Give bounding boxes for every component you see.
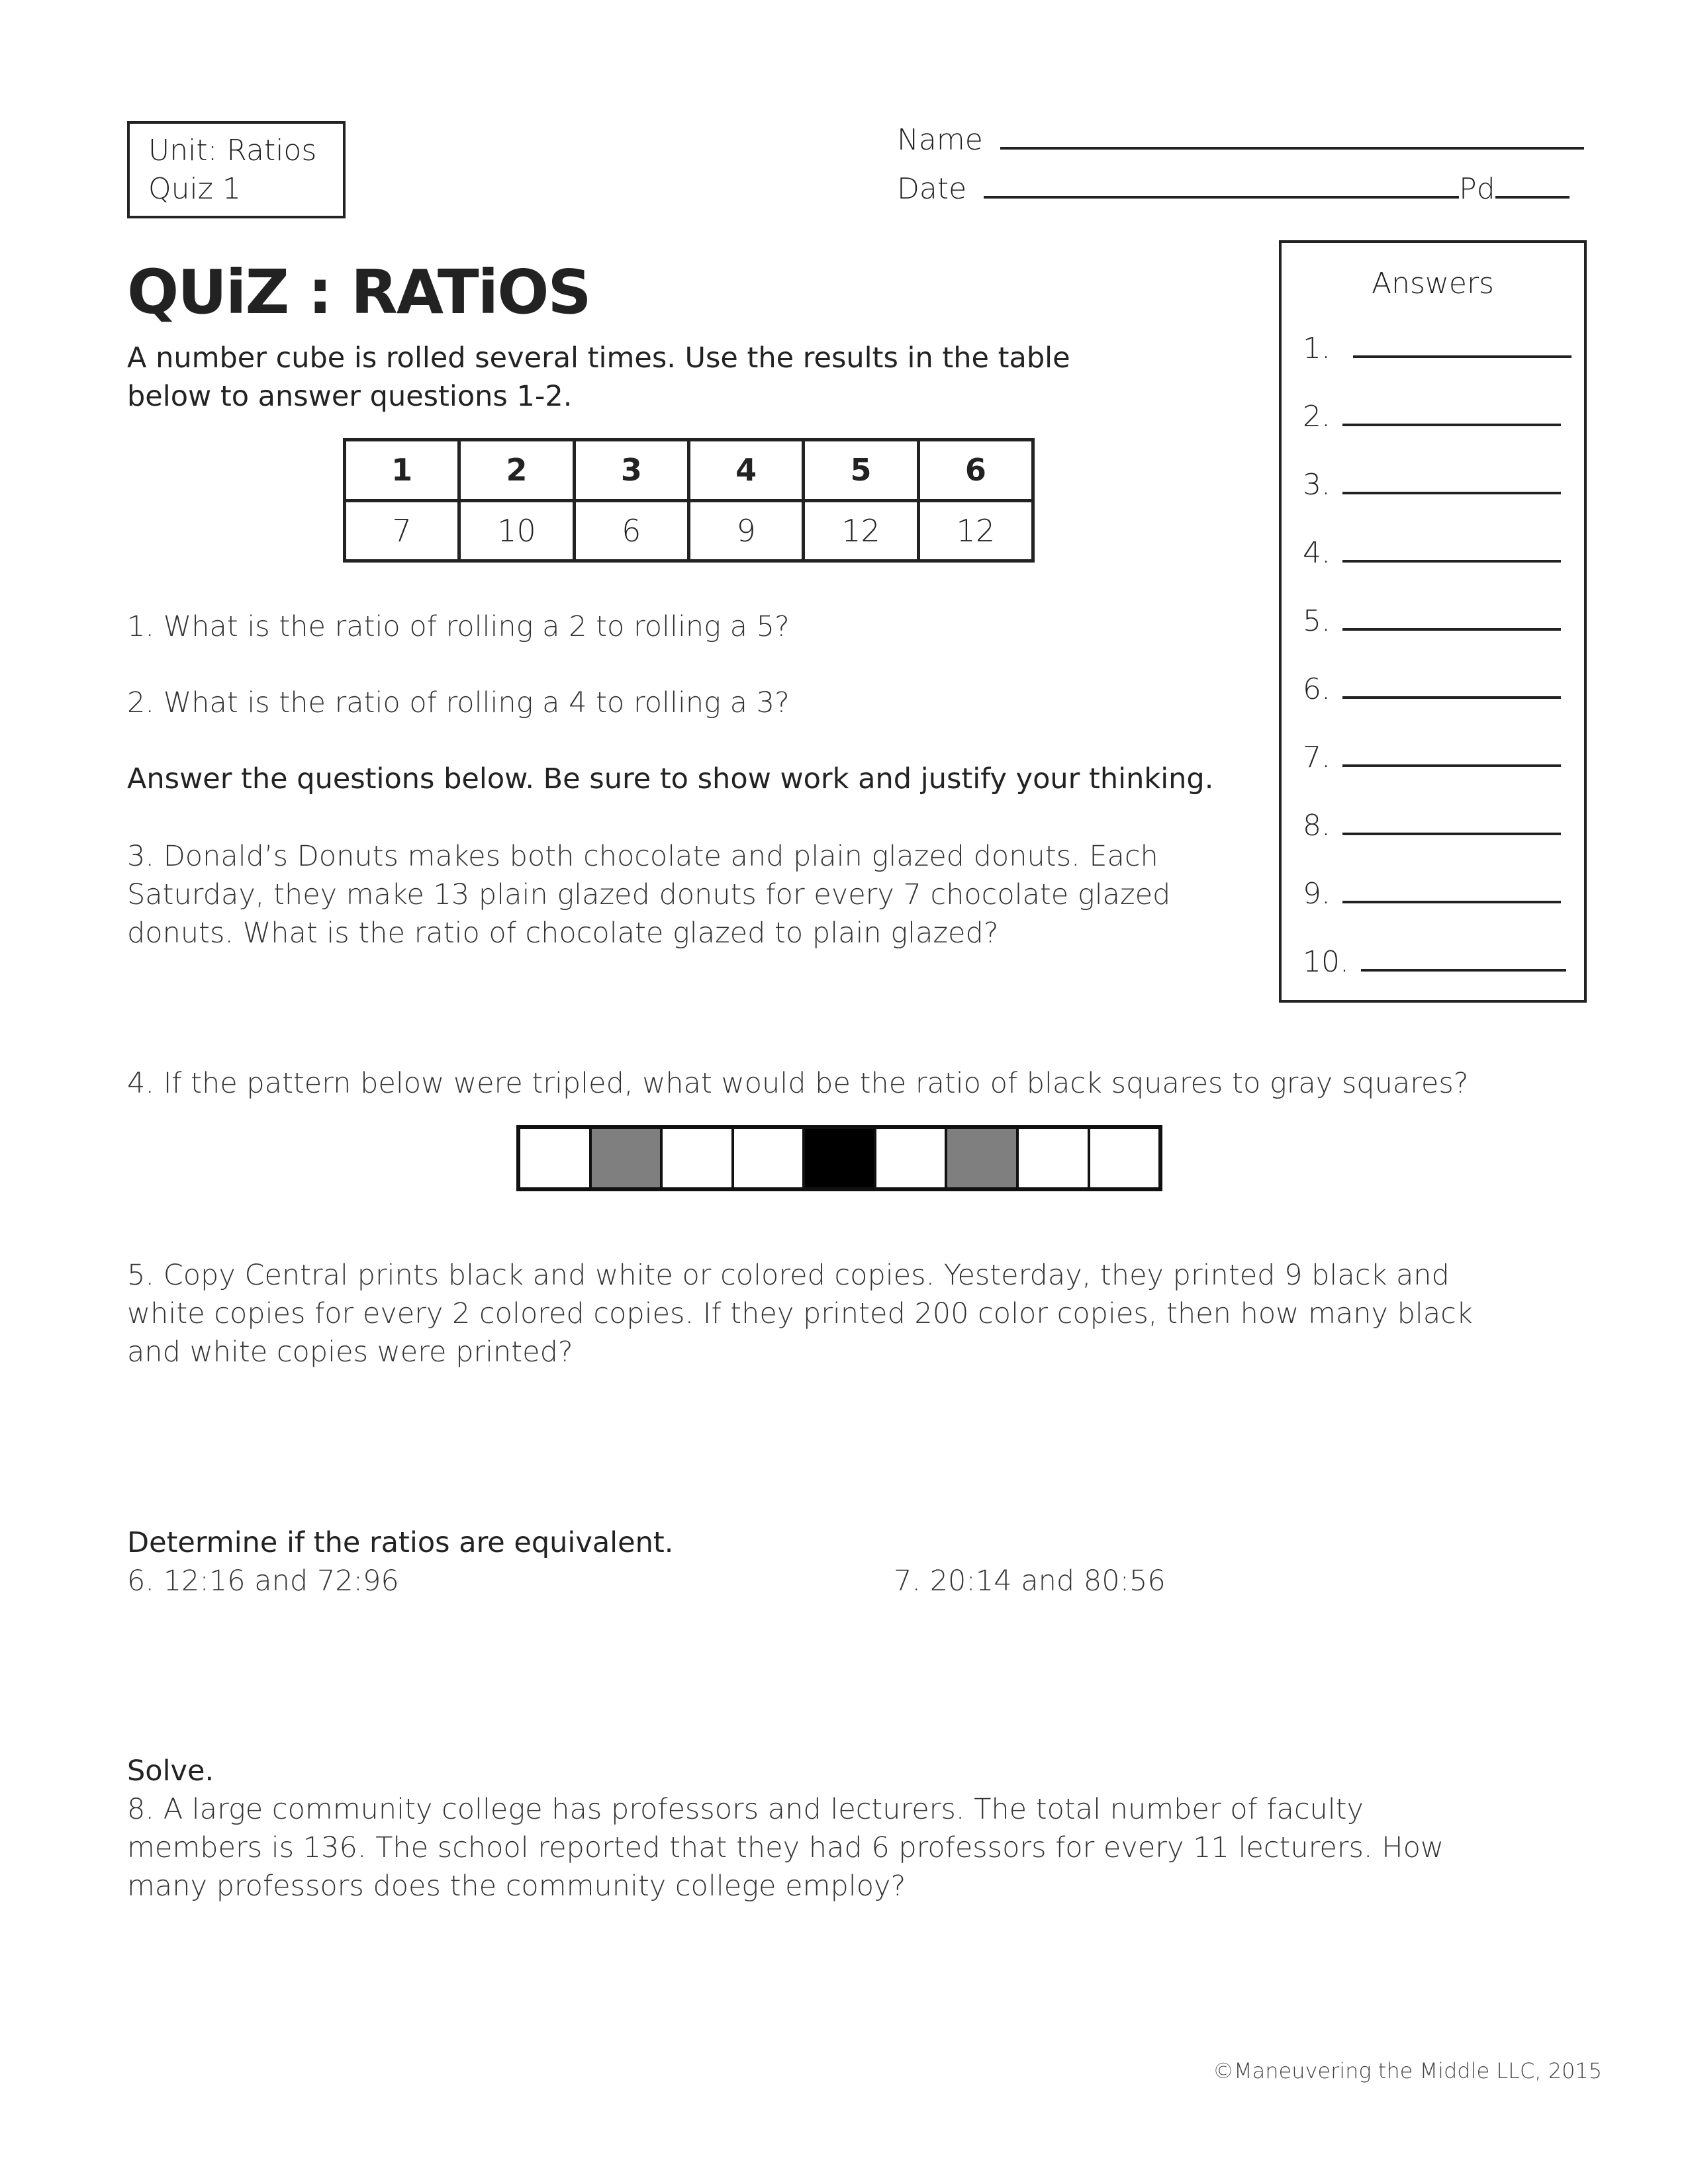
table-header-row [345, 440, 1033, 501]
intro-line-2: below to answer questions 1-2. [127, 380, 573, 413]
question-3-line-3: donuts. What is the ratio of chocolate glazed to plain glazed? [127, 917, 999, 950]
table-header-cell: 6 [918, 440, 1033, 501]
answer-label: 5. [1303, 604, 1331, 638]
date-label: Date [897, 172, 967, 206]
question-1: 1. What is the ratio of rolling a 2 to rolling a 5? [127, 610, 790, 643]
answer-row[interactable] [1303, 397, 1561, 433]
answer-label: 10. [1303, 945, 1349, 979]
question-5-line-3: and white copies were printed? [127, 1336, 573, 1369]
pd-label: Pd [1459, 172, 1495, 206]
answer-row[interactable] [1303, 329, 1571, 365]
answer-line[interactable] [1361, 942, 1566, 972]
table-row [345, 500, 1033, 561]
answer-label: 1. [1303, 332, 1331, 365]
pattern-square [1019, 1129, 1090, 1187]
question-5-line-2: white copies for every 2 colored copies. If they printed 200 color copies, then how many black [127, 1297, 1473, 1330]
pattern-square [592, 1129, 663, 1187]
answer-row[interactable] [1303, 806, 1561, 842]
pattern-square [734, 1129, 806, 1187]
copyright-footer: ©Maneuvering the Middle LLC, 2015 [1213, 2058, 1603, 2083]
answer-row[interactable] [1303, 533, 1561, 570]
question-8-line-1: 8. A large community college has professors and lecturers. The total number of faculty [127, 1793, 1364, 1826]
answer-row[interactable] [1303, 942, 1566, 979]
instructions: Answer the questions below. Be sure to show work and justify your thinking. [127, 762, 1214, 796]
answer-label: 7. [1303, 741, 1331, 774]
answer-label: 6. [1303, 672, 1331, 706]
unit-label: Unit: Ratios [148, 134, 317, 167]
pattern-square [1090, 1129, 1159, 1187]
date-field[interactable] [897, 167, 1570, 209]
answer-row[interactable] [1303, 465, 1561, 502]
name-field[interactable] [897, 118, 1584, 160]
table-header-cell: 3 [574, 440, 688, 501]
answer-row[interactable] [1303, 602, 1561, 638]
pattern-square [805, 1129, 876, 1187]
date-line[interactable] [984, 167, 1459, 199]
table-header-cell: 5 [804, 440, 918, 501]
question-4: 4. If the pattern below were tripled, what would be the ratio of black squares to gray squares? [127, 1067, 1469, 1100]
solve-heading: Solve. [127, 1754, 214, 1788]
answer-line[interactable] [1342, 738, 1561, 767]
answer-label: 2. [1303, 400, 1331, 433]
question-3 [127, 837, 1170, 952]
table-cell: 10 [459, 500, 574, 561]
answer-line[interactable] [1342, 874, 1561, 903]
answer-line[interactable] [1342, 465, 1561, 494]
table-header-cell: 4 [688, 440, 803, 501]
pattern-square [876, 1129, 948, 1187]
answer-row[interactable] [1303, 670, 1561, 706]
answer-row[interactable] [1303, 874, 1561, 911]
answers-title: Answers [1372, 267, 1494, 300]
table-cell: 12 [918, 500, 1033, 561]
rolls-table [343, 438, 1035, 563]
answer-line[interactable] [1342, 533, 1561, 563]
intro-line-1: A number cube is rolled several times. Use the results in the table [127, 341, 1070, 375]
answer-label: 4. [1303, 536, 1331, 570]
question-7: 7. 20:14 and 80:56 [894, 1565, 1166, 1598]
question-3-line-2: Saturday, they make 13 plain glazed donuts for every 7 chocolate glazed [127, 878, 1171, 911]
answer-label: 9. [1303, 877, 1331, 911]
table-header-cell: 1 [345, 440, 459, 501]
question-3-line-1: 3. Donald’s Donuts makes both chocolate and plain glazed donuts. Each [127, 840, 1158, 873]
quiz-title: QUiZ : RATiOS [127, 257, 590, 328]
pattern-square [663, 1129, 734, 1187]
answer-label: 8. [1303, 809, 1331, 842]
question-8-line-3: many professors does the community college employ? [127, 1870, 906, 1903]
answer-line[interactable] [1342, 602, 1561, 631]
question-2: 2. What is the ratio of rolling a 4 to rolling a 3? [127, 686, 790, 719]
answer-line[interactable] [1342, 670, 1561, 699]
table-cell: 6 [574, 500, 688, 561]
question-5-line-1: 5. Copy Central prints black and white or colored copies. Yesterday, they printed 9 black and [127, 1259, 1450, 1292]
unit-box [127, 121, 346, 218]
equivalent-heading: Determine if the ratios are equivalent. [127, 1526, 674, 1559]
answer-line[interactable] [1342, 397, 1561, 426]
answer-row[interactable] [1303, 738, 1561, 774]
question-6: 6. 12:16 and 72:96 [127, 1565, 399, 1598]
question-5 [127, 1256, 1473, 1371]
answer-line[interactable] [1353, 329, 1571, 358]
table-cell: 7 [345, 500, 459, 561]
question-8 [127, 1790, 1444, 1905]
intro-text [127, 339, 1070, 416]
table-header-cell: 2 [459, 440, 574, 501]
name-line[interactable] [1000, 118, 1584, 150]
table-cell: 12 [804, 500, 918, 561]
answer-line[interactable] [1342, 806, 1561, 835]
answers-box [1279, 240, 1587, 1003]
square-pattern [516, 1125, 1162, 1191]
quiz-label: Quiz 1 [148, 172, 241, 206]
pattern-square [947, 1129, 1019, 1187]
table-cell: 9 [688, 500, 803, 561]
pd-line[interactable] [1495, 167, 1570, 199]
pattern-square [520, 1129, 592, 1187]
answer-label: 3. [1303, 468, 1331, 502]
question-8-line-2: members is 136. The school reported that they had 6 professors for every 11 lecturers. How [127, 1831, 1444, 1864]
name-label: Name [897, 123, 983, 157]
